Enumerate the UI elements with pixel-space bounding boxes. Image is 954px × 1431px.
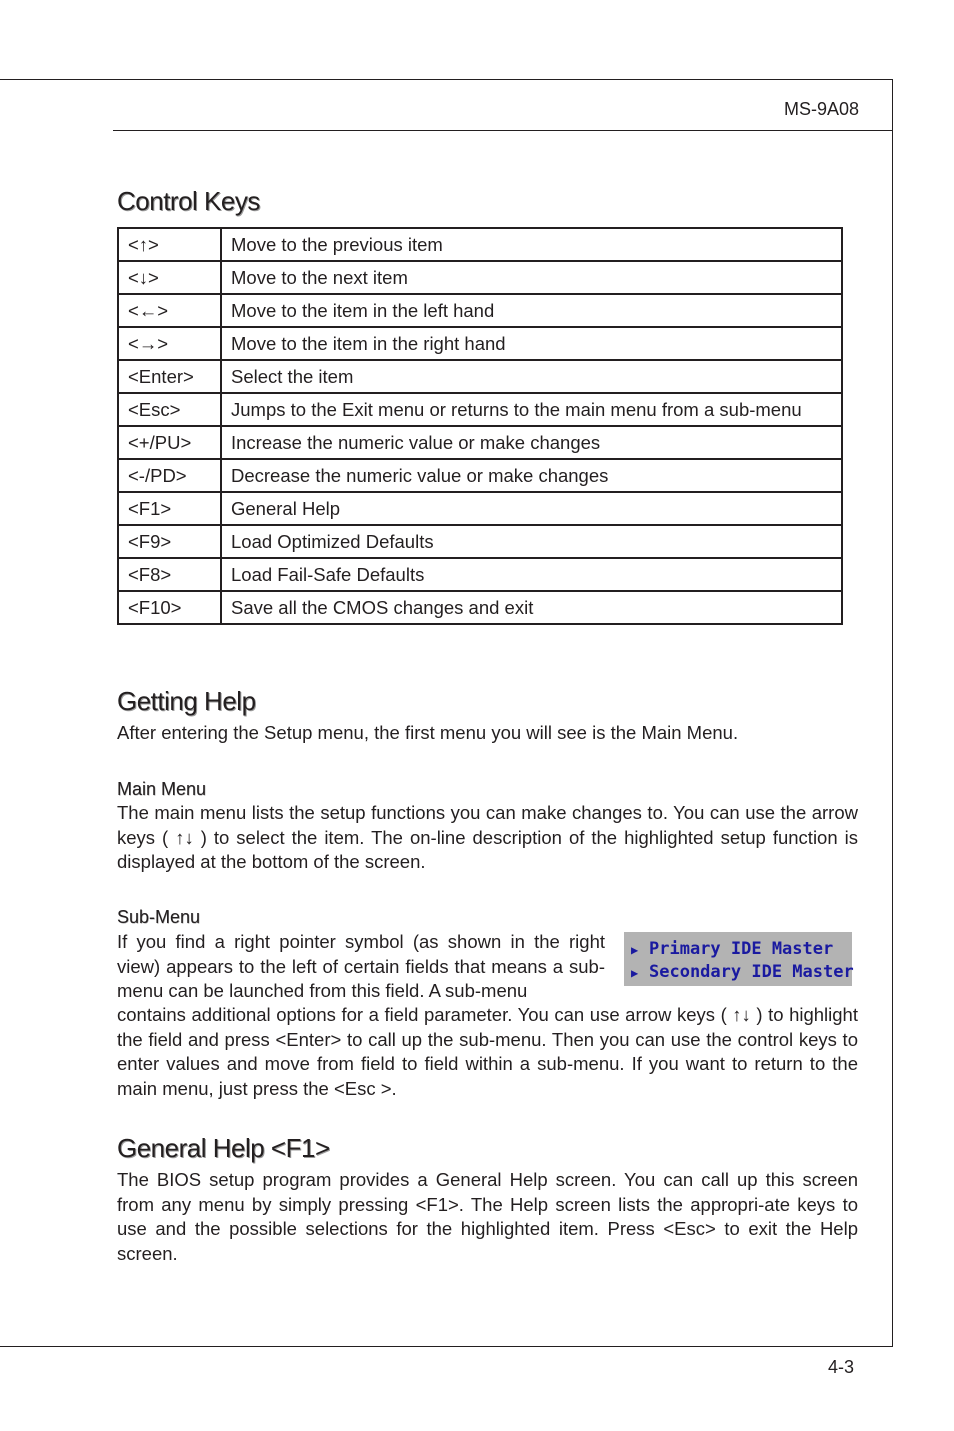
key-cell: <-/PD>	[118, 459, 221, 492]
description-cell: Move to the item in the right hand	[221, 327, 842, 360]
bios-item-secondary: ▶ Secondary IDE Master	[631, 962, 854, 982]
table-row	[118, 360, 842, 393]
description-cell: Load Fail-Safe Defaults	[221, 558, 842, 591]
table-row	[118, 459, 842, 492]
key-cell: <Enter>	[118, 360, 221, 393]
getting-help-intro: After entering the Setup menu, the first menu you will see is the Main Menu.	[117, 722, 739, 743]
bottom-rule	[0, 1346, 893, 1347]
control-keys-table	[117, 227, 843, 625]
table-row	[118, 228, 842, 261]
key-cell: <F8>	[118, 558, 221, 591]
general-help-text: The BIOS setup program provides a General Help screen. You can call up this screen from any menu by simply pressing <F1>. The Help screen lists the appropri-ate keys to use and the possible selections for the highlighted item. Press <Esc> to exit the Help screen.	[117, 1169, 858, 1264]
control-keys-heading: Control Keys	[117, 186, 260, 216]
key-cell: <+/PU>	[118, 426, 221, 459]
key-cell: <←>	[118, 294, 221, 327]
key-cell: <F1>	[118, 492, 221, 525]
table-row	[118, 261, 842, 294]
key-cell: <→>	[118, 327, 221, 360]
right-pointer-icon: ▶	[631, 943, 639, 957]
right-pointer-icon: ▶	[631, 966, 639, 980]
right-rule	[892, 79, 893, 1346]
sub-menu-text-wrapped: If you find a right pointer symbol (as shown in the right view) appears to the left of certain fields that means a sub-menu can be launched from this field. A sub-menu	[117, 931, 605, 1001]
sub-menu-heading: Sub-Menu	[117, 907, 201, 927]
main-menu-heading: Main Menu	[117, 779, 207, 799]
key-cell: <↑>	[118, 228, 221, 261]
table-row	[118, 294, 842, 327]
general-help-heading: General Help <F1>	[117, 1133, 330, 1163]
top-rule	[0, 79, 893, 80]
table-row	[118, 393, 842, 426]
sub-menu-text-continued: contains additional options for a field parameter. You can use arrow keys ( ↑↓ ) to highlight the field and press <Enter> to call up the sub-menu. Then you can use the control keys to enter values and move from field to field within a sub-menu. If you want to return to the main menu, just press the <Esc >.	[117, 1004, 858, 1099]
key-cell: <F10>	[118, 591, 221, 624]
description-cell: Increase the numeric value or make changes	[221, 426, 842, 459]
key-cell: <↓>	[118, 261, 221, 294]
table-row	[118, 558, 842, 591]
table-row	[118, 327, 842, 360]
key-cell: <Esc>	[118, 393, 221, 426]
page-number: 4-3	[827, 1357, 854, 1377]
description-cell: Save all the CMOS changes and exit	[221, 591, 842, 624]
table-row	[118, 492, 842, 525]
description-cell: Select the item	[221, 360, 842, 393]
bios-item-primary: ▶ Primary IDE Master	[631, 939, 834, 959]
description-cell: Load Optimized Defaults	[221, 525, 842, 558]
description-cell: General Help	[221, 492, 842, 525]
bios-submenu-example	[624, 932, 852, 986]
header-rule	[113, 130, 893, 131]
description-cell: Decrease the numeric value or make changes	[221, 459, 842, 492]
table-row	[118, 525, 842, 558]
description-cell: Move to the item in the left hand	[221, 294, 842, 327]
key-cell: <F9>	[118, 525, 221, 558]
getting-help-heading: Getting Help	[117, 686, 256, 716]
table-row	[118, 591, 842, 624]
main-menu-text: The main menu lists the setup functions you can make changes to. You can use the arrow keys ( ↑↓ ) to select the item. The on-line description of the highlighted setup function is displayed at the bottom of the screen.	[117, 802, 858, 872]
table-row	[118, 426, 842, 459]
description-cell: Jumps to the Exit menu or returns to the main menu from a sub-menu	[221, 393, 842, 426]
description-cell: Move to the next item	[221, 261, 842, 294]
description-cell: Move to the previous item	[221, 228, 842, 261]
model-number: MS-9A08	[783, 99, 859, 119]
